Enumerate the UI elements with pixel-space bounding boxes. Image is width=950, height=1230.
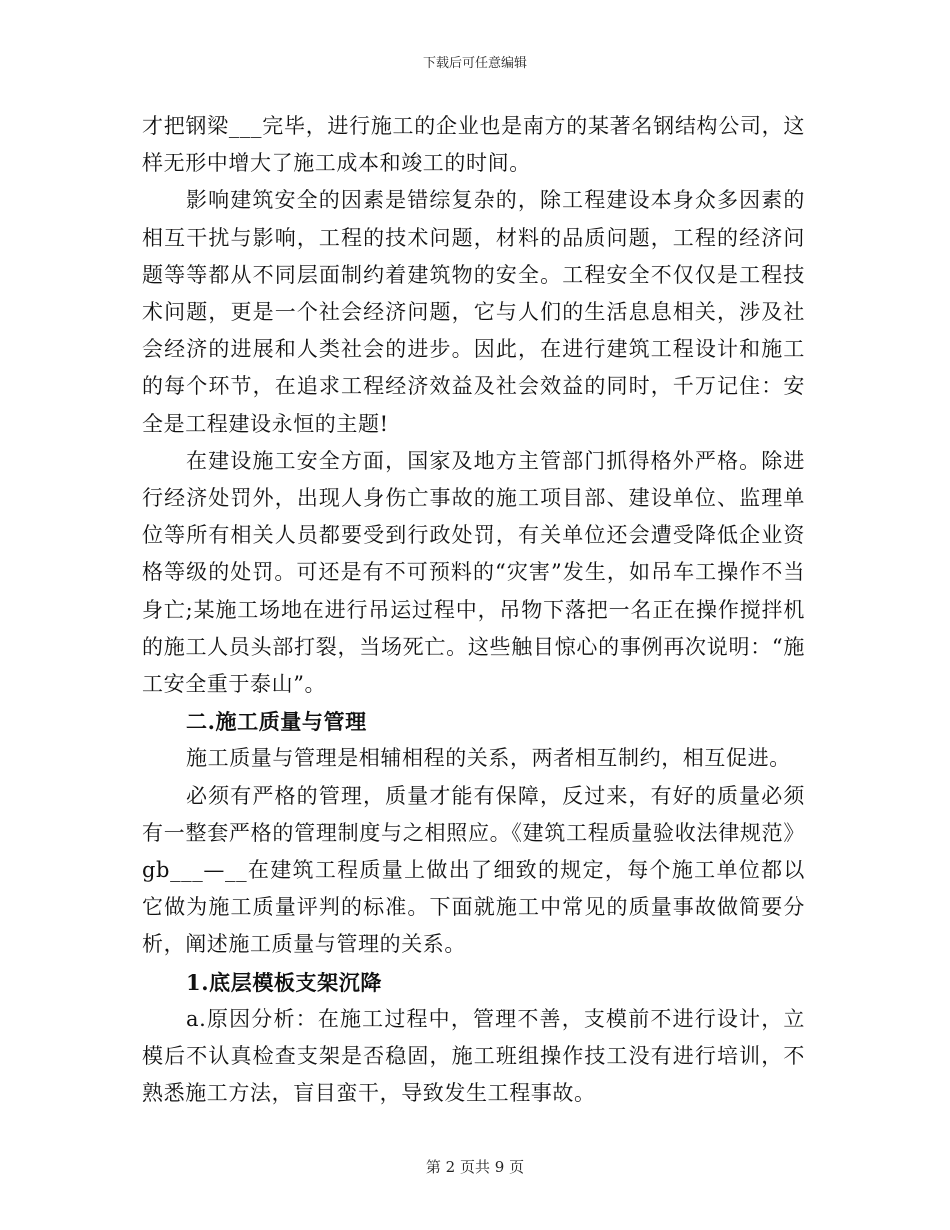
paragraph-cause-analysis: a.原因分析：在施工过程中，管理不善，支模前不进行设计，立模后不认真检查支架是否稳固，施工班组操作技工没有进行培训，不熟悉施工方法，盲目蛮干，导致发生工程事故。 [142, 1006, 805, 1106]
page-header: 下载后可任意编辑 [422, 56, 527, 71]
paragraph-quality-intro: 施工质量与管理是相辅相程的关系，两者相互制约，相互促进。 [186, 746, 791, 771]
subsection-heading-formwork: 1.底层模板支架沉降 [186, 969, 382, 995]
section-heading-quality: 二.施工质量与管理 [186, 709, 367, 735]
document-body [142, 108, 805, 1112]
page-number: 第 2 页共 9 页 [425, 1158, 525, 1176]
paragraph-quality-regulation: 必须有严格的管理，质量才能有保障，反过来，有好的质量必须有一整套严格的管理制度与之相照应。《建筑工程质量验收法律规范》gb___—__在建筑工程质量上做出了细致的规定，每个施工单位都以它做为施工质量评判的标准。下面就施工中常见的质量事故做简要分析，阐述施工质量与管理的关系。 [142, 783, 805, 957]
paragraph-steel-beam: 才把钢梁___完毕，进行施工的企业也是南方的某著名钢结构公司，这样无形中增大了施工成本和竣工的时间。 [142, 114, 805, 176]
paragraph-safety-management: 在建设施工安全方面，国家及地方主管部门抓得格外严格。除进行经济处罚外，出现人身伤亡事故的施工项目部、建设单位、监理单位等所有相关人员都要受到行政处罚，有关单位还会遭受降低企业资格等级的处罚。可还是有不可预料的“灾害”发生，如吊车工操作不当身亡;某施工场地在进行吊运过程中，吊物下落把一名正在操作搅拌机的施工人员头部打裂，当场死亡。这些触目惊心的事例再次说明：“施工安全重于泰山”。 [142, 448, 805, 697]
paragraph-safety-factors: 影响建筑安全的因素是错综复杂的，除工程建设本身众多因素的相互干扰与影响，工程的技术问题，材料的品质问题，工程的经济问题等等都从不同层面制约着建筑物的安全。工程安全不仅仅是工程技术问题，更是一个社会经济问题，它与人们的生活息息相关，涉及社会经济的进展和人类社会的进步。因此，在进行建筑工程设计和施工的每个环节，在追求工程经济效益及社会效益的同时，千万记住：安全是工程建设永恒的主题! [142, 188, 805, 436]
